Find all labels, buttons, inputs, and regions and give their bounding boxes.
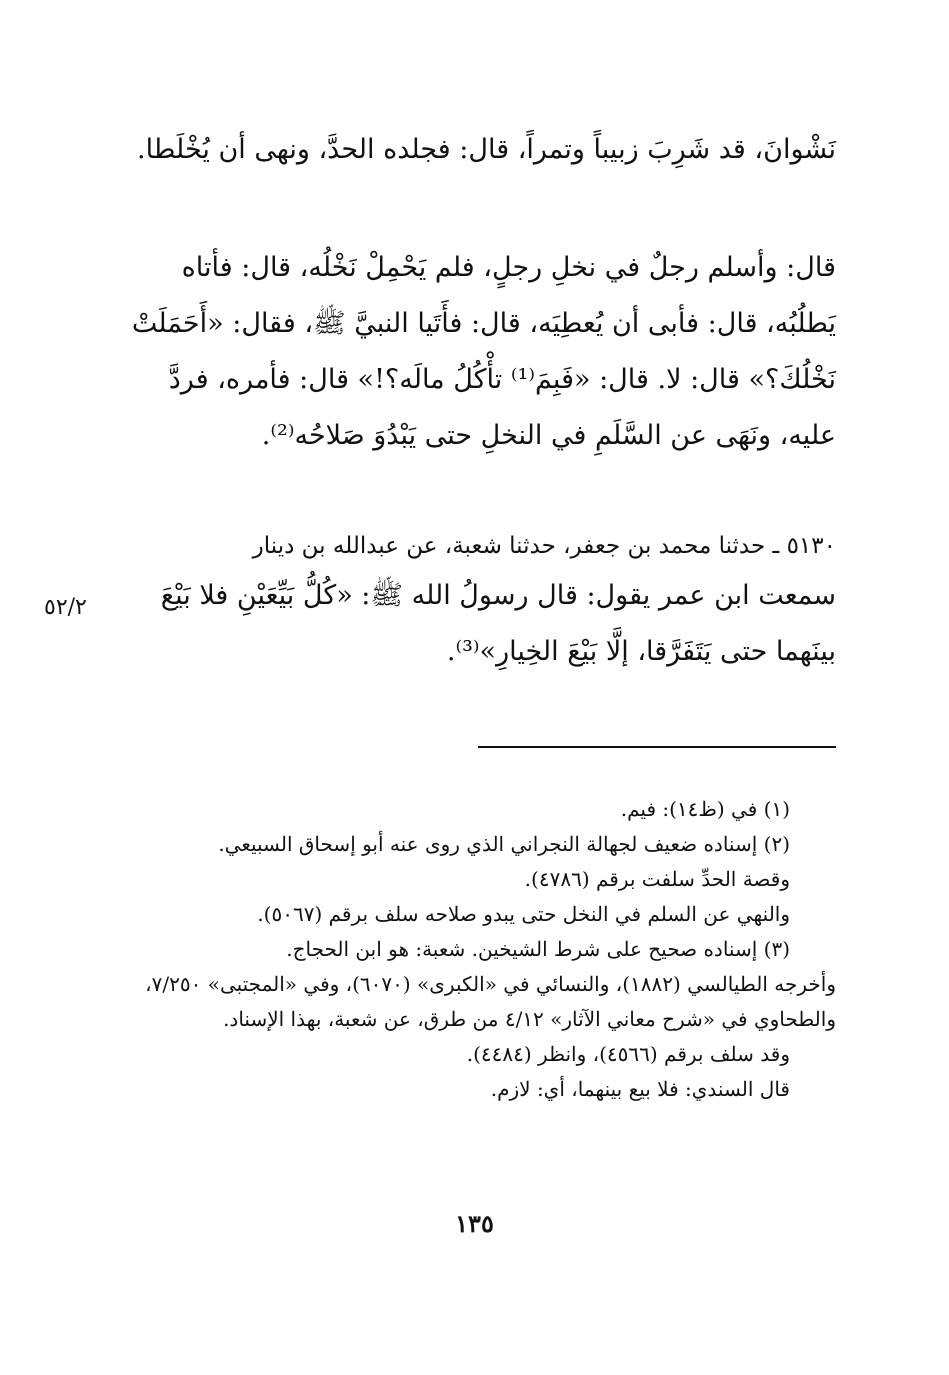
footnote-2: (٢) إسناده ضعيف لجهالة النجراني الذي روى عنه أبو إسحاق السبيعي.: [218, 832, 790, 856]
footnote-3-note-b: وقد سلف برقم (٤٥٦٦)، وانظر (٤٤٨٤).: [466, 1042, 790, 1066]
hadith-text: سمعت ابن عمر يقول: قال رسولُ الله ﷺ: «كُلُّ بَيِّعَيْنِ فلا بَيْعَ بينَهما حتى يَتَفَرَّقا، إلَّا بَيْعَ الخِيارِ»⁽³⁾.: [160, 580, 836, 667]
paragraph-1: نَشْوانَ، قد شَرِبَ زبيباً وتمراً، قال: فجلده الحدَّ، ونهى أن يُخْلَطا.: [137, 134, 836, 165]
footnote-3: (٣) إسناده صحيح على شرط الشيخين. شعبة: هو ابن الحجاج.: [286, 937, 790, 961]
footnote-2-note-a: وقصة الحدِّ سلفت برقم (٤٧٨٦).: [524, 867, 790, 891]
footnote-3-note-c: قال السندي: فلا بيع بينهما، أي: لازم.: [490, 1077, 790, 1101]
footnote-2-note-b: والنهي عن السلم في النخل حتى يبدو صلاحه سلف برقم (٥٠٦٧).: [257, 902, 790, 926]
footnote-divider: [478, 746, 836, 748]
margin-reference: ٥٢/٢: [44, 595, 87, 620]
paragraph-2: قال: وأسلم رجلٌ في نخلِ رجلٍ، فلم يَحْمِلْ نَخْلُه، قال: فأتاه يَطلُبُه، قال: فأبى أن يُعطِيَه، قال: فأَتَيا النبيَّ ﷺ، فقال: «أَحَمَلَتْ نَخْلُكَ؟» قال: لا. قال: «فَبِمَ⁽¹⁾ تأْكُلُ مالَه؟!» قال: فأمره، فردَّ عليه، ونَهَى عن السَّلَمِ في النخلِ حتى يَبْدُوَ صَلاحُه⁽²⁾.: [131, 252, 836, 451]
footnote-3-note-a: وأخرجه الطيالسي (١٨٨٢)، والنسائي في «الكبرى» (٦٠٧٠)، وفي «المجتبى» ٧/٢٥٠، والطحاوي في «شرح معاني الآثار» ٤/١٢ من طرق، عن شعبة، بهذا الإسناد.: [145, 972, 836, 1031]
hadith-isnad-line: ٥١٣٠ ـ حدثنا محمد بن جعفر، حدثنا شعبة، عن عبدالله بن دينار: [252, 533, 836, 559]
footnotes: [130, 792, 836, 1107]
hadith-5130: [130, 524, 836, 680]
footnote-1: (١) في (ظ١٤): فيم.: [620, 797, 790, 821]
page-number: ١٣٥: [455, 1209, 494, 1238]
